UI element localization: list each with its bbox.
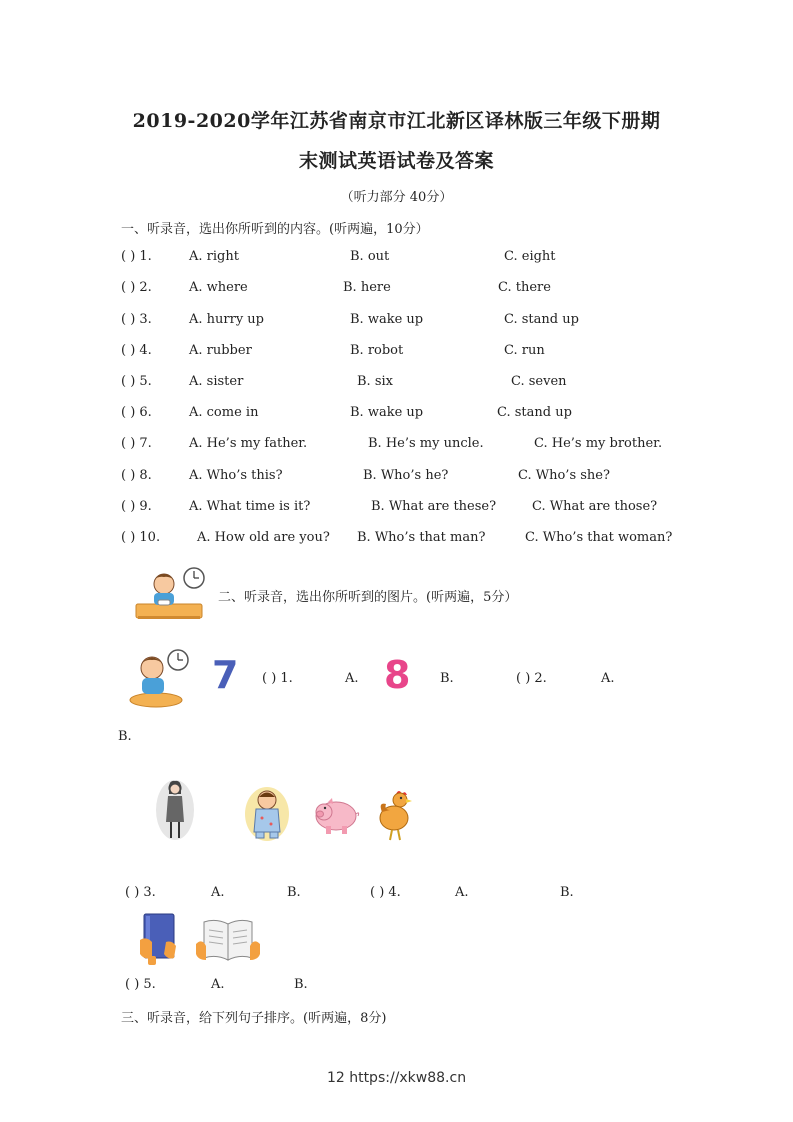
question-row: ( ) 6. A. come in B. wake up C. stand up — [121, 405, 572, 420]
book-closed-icon — [138, 912, 180, 966]
section3-heading: 三、听录音，给下列句子排序。(听两遍，8分) — [121, 1011, 387, 1026]
question-row: ( ) 8. A. Who’s this? B. Who’s he? C. Who’s she? — [121, 468, 610, 483]
q5-option-a: A. — [211, 977, 225, 992]
hen-icon — [378, 786, 414, 842]
q4-option-b: B. — [560, 885, 574, 900]
q2-option-b: B. — [118, 729, 132, 744]
q4-option-a: A. — [455, 885, 469, 900]
question-row: ( ) 3. A. hurry up B. wake up C. stand up — [121, 312, 579, 327]
q5-option-b: B. — [294, 977, 308, 992]
q3-option-b: B. — [287, 885, 301, 900]
page-footer: 12 https://xkw88.cn — [326, 1070, 467, 1086]
q1-option-a: A. — [345, 671, 359, 686]
question-row: ( ) 1. A. right B. out C. eight — [121, 249, 556, 264]
page-title-line1: 2019-2020学年江苏省南京市江北新区译林版三年级下册期 — [132, 110, 661, 132]
section2-heading: 二、听录音，选出你所听到的图片。(听两遍，5分） — [218, 590, 518, 605]
q2-label: ( ) 2. — [516, 671, 547, 686]
q1-label: ( ) 1. — [262, 671, 293, 686]
q3-label: ( ) 3. — [125, 885, 156, 900]
digit-eight-image: 8 — [384, 653, 411, 697]
section1-heading: 一、听录音，选出你所听到的内容。(听两遍，10分） — [121, 222, 429, 237]
q1-option-b: B. — [440, 671, 454, 686]
boy-eating-icon — [136, 566, 206, 620]
question-row: ( ) 9. A. What time is it? B. What are these? C. What are those? — [121, 499, 658, 514]
question-row: ( ) 7. A. He’s my father. B. He’s my uncle. C. He’s my brother. — [121, 436, 663, 451]
digit-seven-image: 7 — [212, 653, 239, 697]
q3-option-a: A. — [211, 885, 225, 900]
page-title-line2: 末测试英语试卷及答案 — [298, 150, 494, 172]
pig-icon — [314, 796, 360, 836]
question-row: ( ) 5. A. sister B. six C. seven — [121, 374, 567, 389]
book-open-icon — [196, 916, 260, 964]
question-row: ( ) 2. A. where B. here C. there — [121, 280, 551, 295]
woman-icon — [155, 776, 195, 842]
question-row: ( ) 10. A. How old are you? B. Who’s that man? C. Who’s that woman? — [121, 530, 673, 545]
q2-option-a: A. — [601, 671, 615, 686]
q5-label: ( ) 5. — [125, 977, 156, 992]
baby-icon — [244, 786, 290, 842]
boy-clock-icon — [130, 648, 192, 708]
q4-label: ( ) 4. — [370, 885, 401, 900]
page-subtitle: （听力部分 40分） — [340, 190, 453, 205]
question-row: ( ) 4. A. rubber B. robot C. run — [121, 343, 545, 358]
